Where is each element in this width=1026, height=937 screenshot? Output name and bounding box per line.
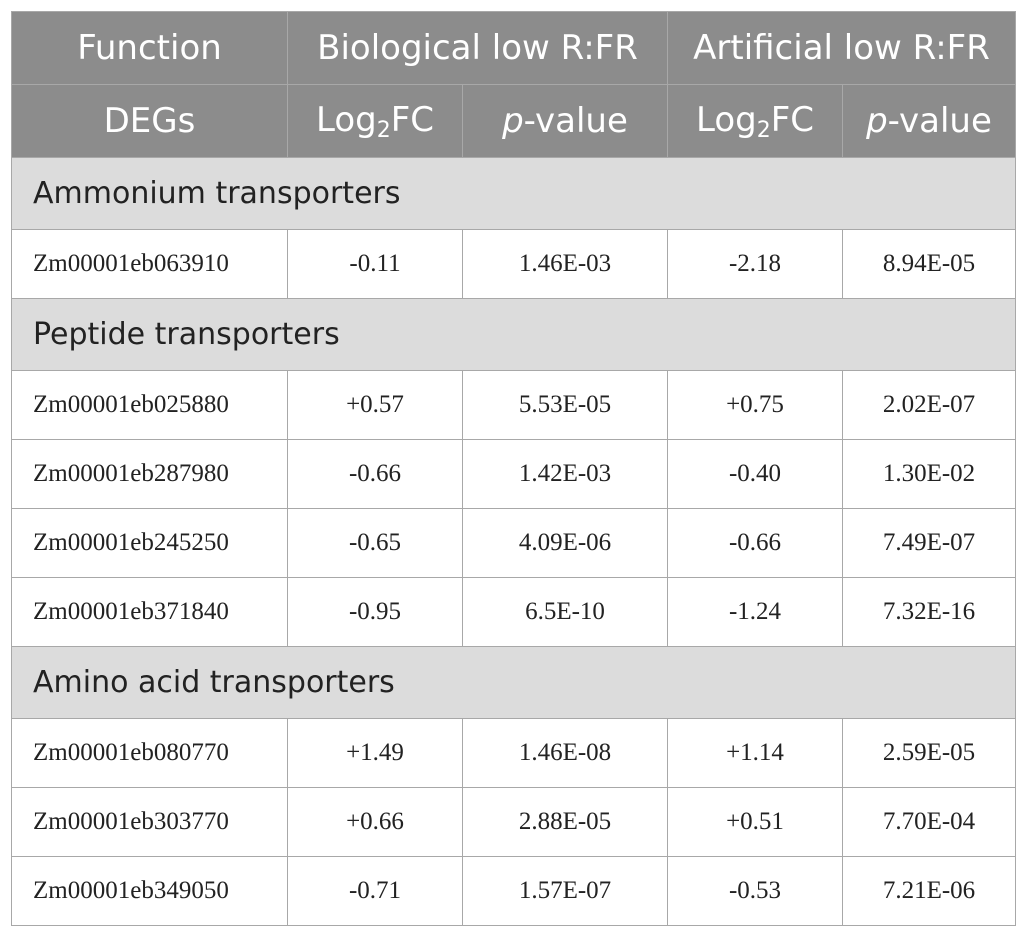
bio-log2fc: -0.95 [288, 578, 463, 647]
art-pvalue: 7.32E-16 [843, 578, 1016, 647]
bio-log2fc: -0.65 [288, 509, 463, 578]
art-log2fc: +0.51 [668, 788, 843, 857]
bio-pvalue: 1.46E-08 [463, 719, 668, 788]
art-log2fc: -0.40 [668, 440, 843, 509]
bio-log2fc: +1.49 [288, 719, 463, 788]
bio-pvalue: 6.5E-10 [463, 578, 668, 647]
bio-log2fc: -0.66 [288, 440, 463, 509]
table-body [12, 158, 1016, 926]
art-pvalue: 8.94E-05 [843, 230, 1016, 299]
header-art-log2fc: Log$_2$FC [668, 85, 843, 158]
gene-id: Zm00001eb287980 [12, 440, 288, 509]
table-row [12, 440, 1016, 509]
table-header [12, 12, 1016, 158]
bio-log2fc: -0.71 [288, 857, 463, 926]
gene-id: Zm00001eb063910 [12, 230, 288, 299]
section-title: Amino acid transporters [12, 647, 1016, 719]
bio-pvalue: 1.46E-03 [463, 230, 668, 299]
header-biological: Biological low R:FR [288, 12, 668, 85]
bio-pvalue: 5.53E-05 [463, 371, 668, 440]
bio-pvalue: 4.09E-06 [463, 509, 668, 578]
bio-log2fc: +0.57 [288, 371, 463, 440]
bio-pvalue: 2.88E-05 [463, 788, 668, 857]
art-log2fc: -0.66 [668, 509, 843, 578]
table-row [12, 230, 1016, 299]
table-row [12, 371, 1016, 440]
gene-id: Zm00001eb080770 [12, 719, 288, 788]
art-pvalue: 2.02E-07 [843, 371, 1016, 440]
art-log2fc: -1.24 [668, 578, 843, 647]
header-bio-pvalue: p-value [463, 85, 668, 158]
header-row-columns [12, 85, 1016, 158]
art-pvalue: 2.59E-05 [843, 719, 1016, 788]
section-title: Peptide transporters [12, 299, 1016, 371]
header-bio-log2fc: Log$_2$FC [288, 85, 463, 158]
table-row [12, 578, 1016, 647]
deg-table [11, 11, 1016, 926]
art-pvalue: 7.21E-06 [843, 857, 1016, 926]
gene-id: Zm00001eb349050 [12, 857, 288, 926]
art-pvalue: 7.70E-04 [843, 788, 1016, 857]
art-pvalue: 1.30E-02 [843, 440, 1016, 509]
section-row [12, 647, 1016, 719]
gene-id: Zm00001eb025880 [12, 371, 288, 440]
header-function: Function [12, 12, 288, 85]
gene-id: Zm00001eb371840 [12, 578, 288, 647]
gene-id: Zm00001eb303770 [12, 788, 288, 857]
table-row [12, 857, 1016, 926]
section-row [12, 158, 1016, 230]
gene-id: Zm00001eb245250 [12, 509, 288, 578]
bio-log2fc: +0.66 [288, 788, 463, 857]
header-artificial: Artificial low R:FR [668, 12, 1016, 85]
section-title: Ammonium transporters [12, 158, 1016, 230]
art-log2fc: -0.53 [668, 857, 843, 926]
header-degs: DEGs [12, 85, 288, 158]
table-row [12, 509, 1016, 578]
art-pvalue: 7.49E-07 [843, 509, 1016, 578]
header-art-pvalue: p-value [843, 85, 1016, 158]
bio-log2fc: -0.11 [288, 230, 463, 299]
header-row-groups [12, 12, 1016, 85]
art-log2fc: +1.14 [668, 719, 843, 788]
table-row [12, 719, 1016, 788]
section-row [12, 299, 1016, 371]
bio-pvalue: 1.57E-07 [463, 857, 668, 926]
art-log2fc: -2.18 [668, 230, 843, 299]
bio-pvalue: 1.42E-03 [463, 440, 668, 509]
art-log2fc: +0.75 [668, 371, 843, 440]
table-row [12, 788, 1016, 857]
